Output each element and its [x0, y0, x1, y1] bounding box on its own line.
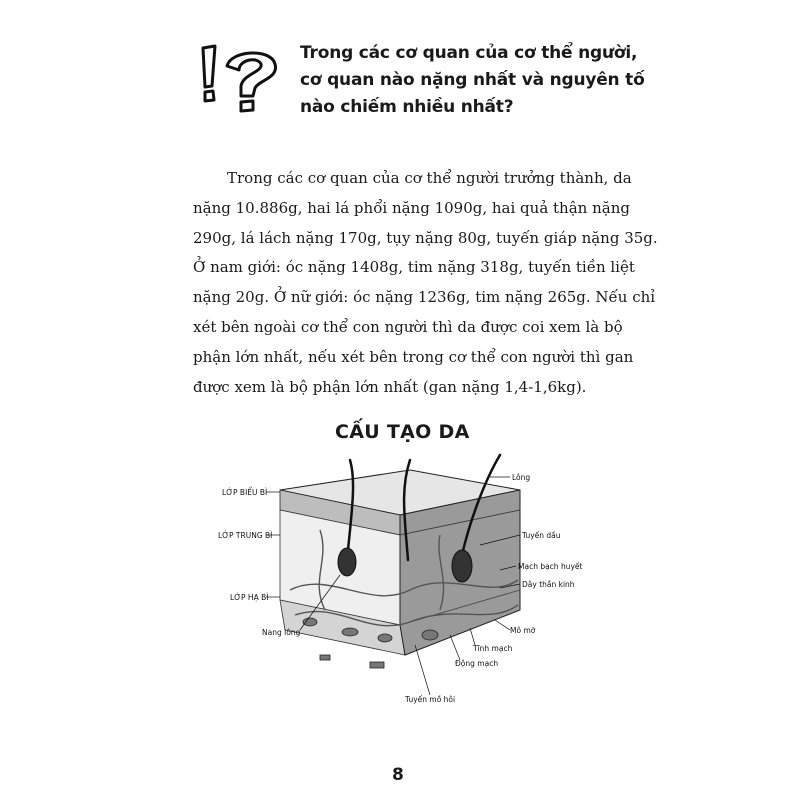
- label-epidermis: LỚP BIỂU BÌ: [222, 488, 268, 497]
- label-hair: Lông: [512, 473, 531, 482]
- paragraph-line: Ở nam giới: óc nặng 1408g, tim nặng 318g, tuyến tiền liệt: [193, 258, 635, 277]
- label-fat: Mô mỡ: [510, 626, 536, 635]
- answer-paragraph: [193, 164, 658, 402]
- skin-structure-diagram: [200, 440, 600, 710]
- question-line: nào chiếm nhiều nhất?: [300, 97, 514, 117]
- question-heading: [300, 40, 645, 121]
- figure-title: CẤU TẠO DA: [335, 421, 470, 443]
- label-vein: Tĩnh mạch: [473, 644, 513, 653]
- label-sebaceous: Tuyến dầu: [522, 531, 561, 540]
- label-hair-follicle: Nang lông: [262, 628, 301, 637]
- label-sweat-gland: Tuyến mồ hôi: [405, 695, 456, 704]
- question-exclamation-icon: [193, 42, 283, 114]
- paragraph-line: nặng 10.886g, hai lá phổi nặng 1090g, hai quả thận nặng: [193, 198, 630, 217]
- label-lymph: Mạch bạch huyết: [518, 562, 583, 571]
- paragraph-line: Trong các cơ quan của cơ thể người trưởng thành, da: [227, 169, 632, 187]
- label-hypodermis: LỚP HẠ BÌ: [230, 593, 269, 602]
- question-line: Trong các cơ quan của cơ thể người,: [300, 43, 638, 63]
- paragraph-line: phận lớn nhất, nếu xét bên trong cơ thể con người thì gan: [193, 347, 634, 366]
- label-artery: Động mạch: [455, 659, 499, 668]
- label-nerve: Dây thần kinh: [522, 580, 575, 589]
- paragraph-line: xét bên ngoài cơ thể con người thì da được coi xem là bộ: [193, 317, 623, 336]
- page-number: 8: [392, 765, 404, 785]
- paragraph-line: được xem là bộ phận lớn nhất (gan nặng 1,4-1,6kg).: [193, 377, 587, 396]
- label-dermis: LỚP TRUNG BÌ: [218, 531, 273, 540]
- question-line: cơ quan nào nặng nhất và nguyên tố: [300, 70, 645, 90]
- paragraph-line: 290g, lá lách nặng 170g, tụy nặng 80g, tuyến giáp nặng 35g.: [193, 228, 658, 247]
- paragraph-line: nặng 20g. Ở nữ giới: óc nặng 1236g, tim nặng 265g. Nếu chỉ: [193, 288, 656, 307]
